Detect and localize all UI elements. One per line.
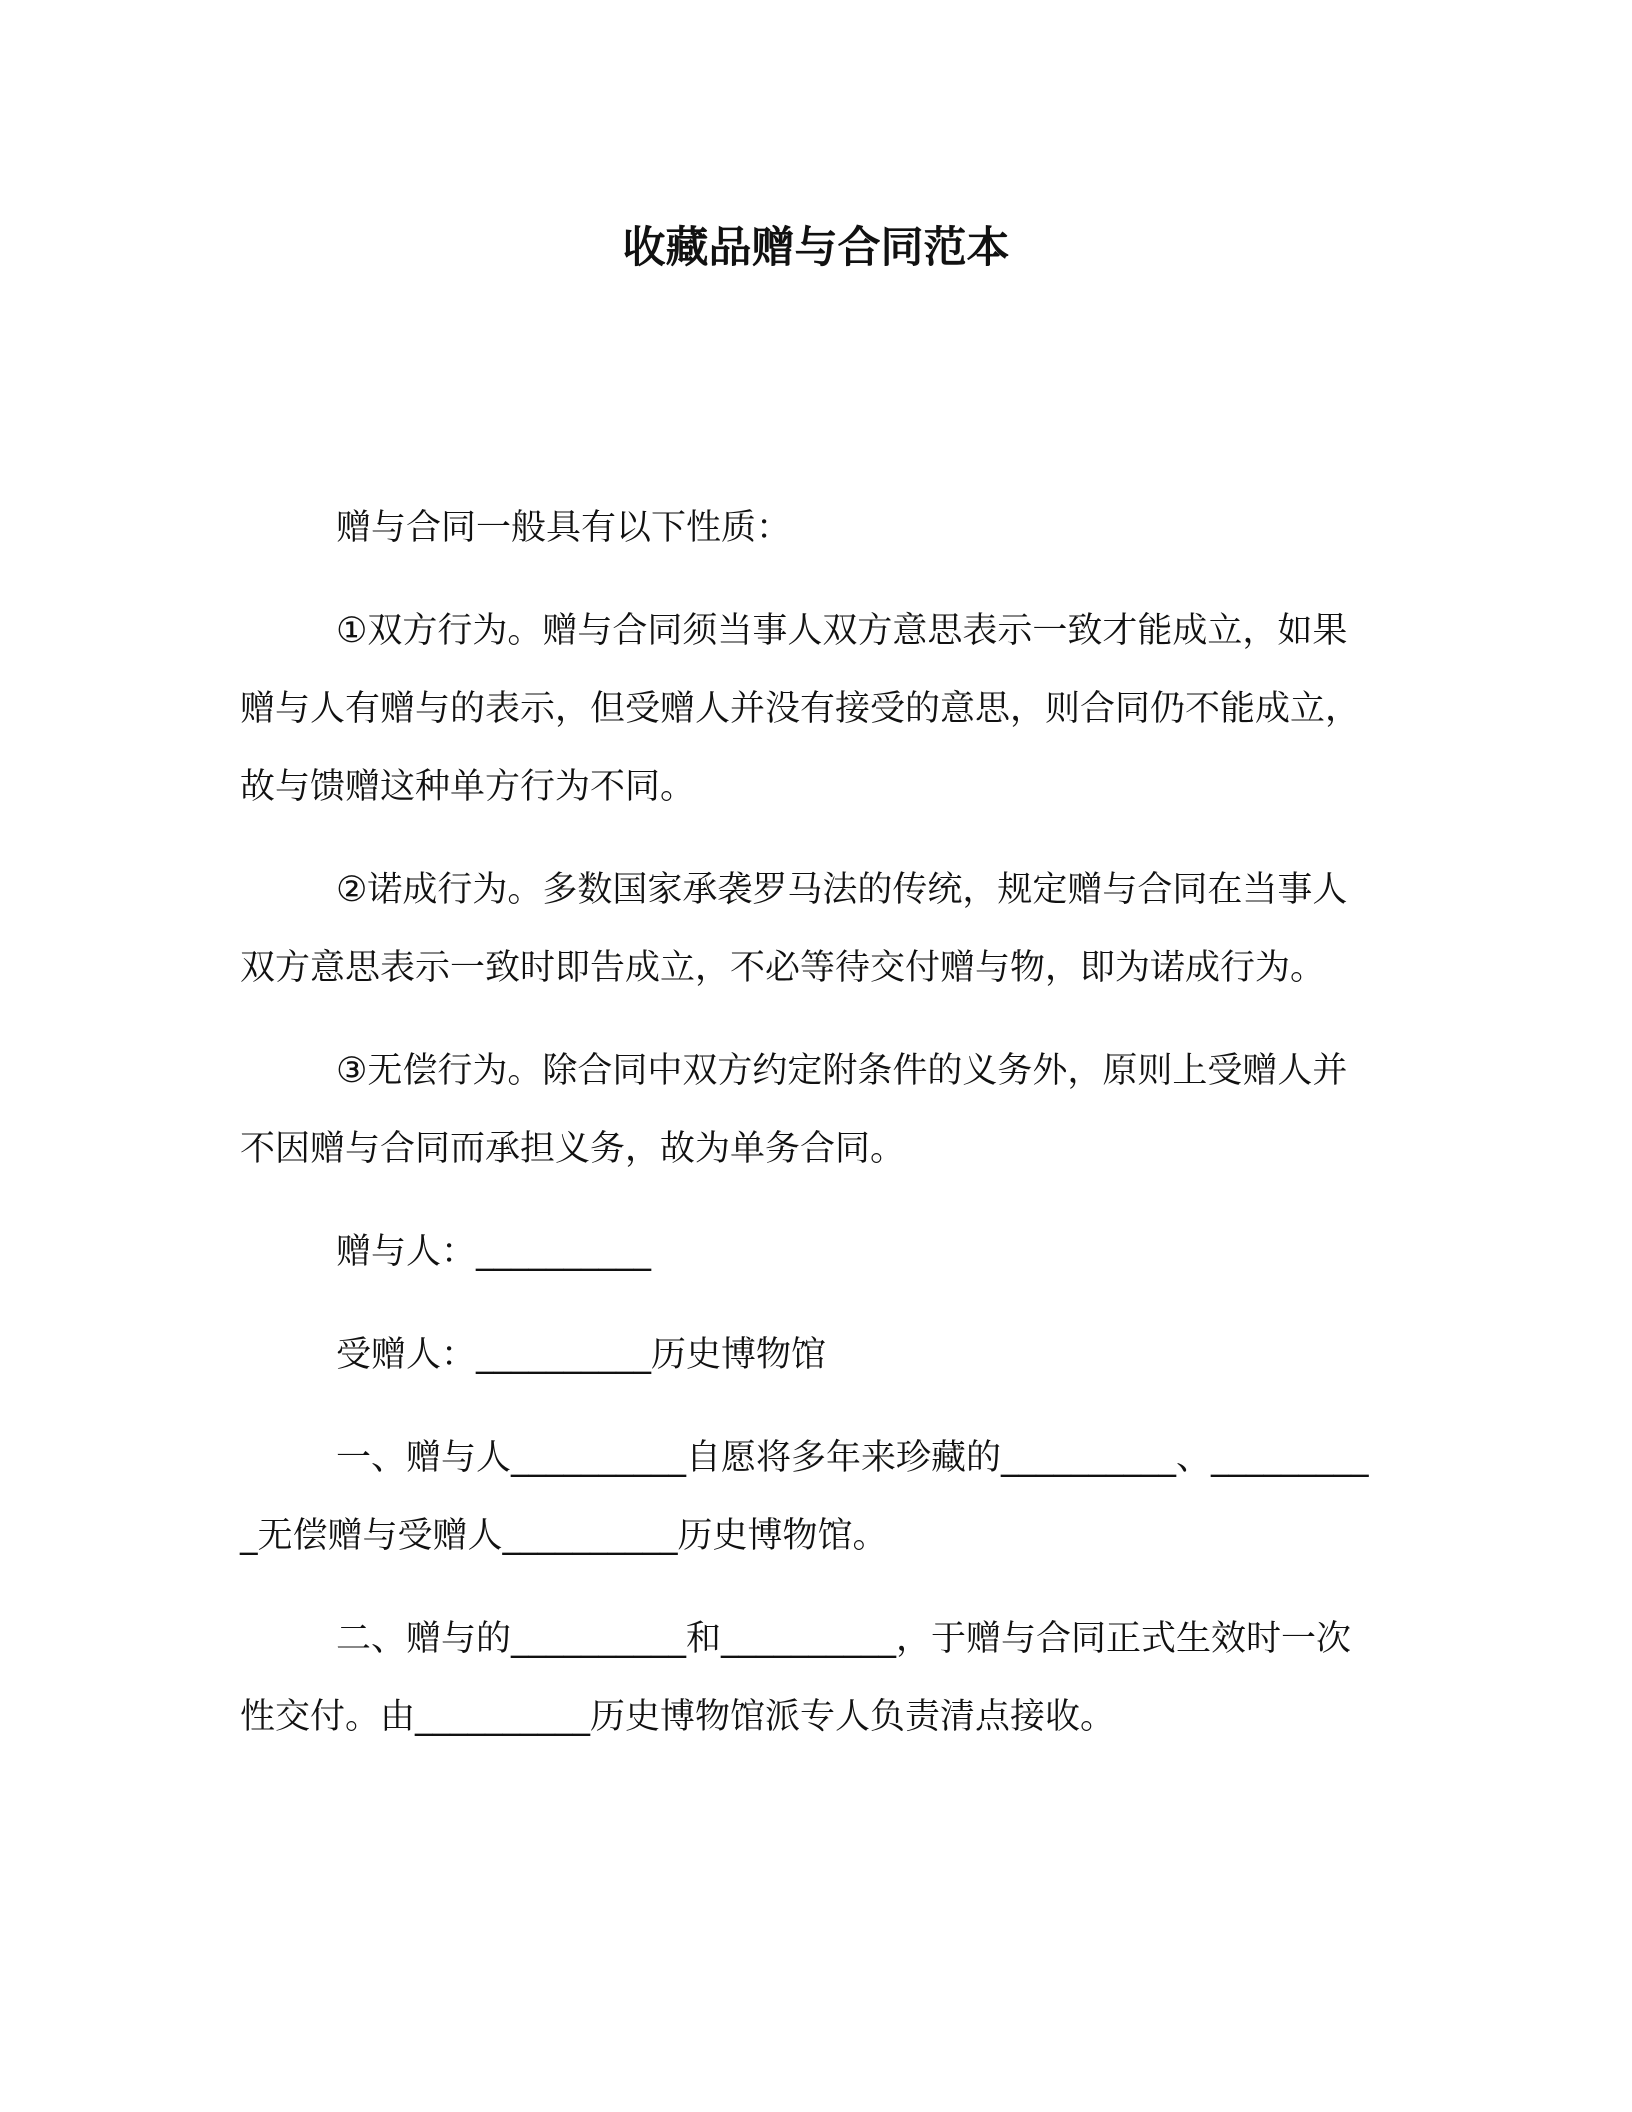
paragraph-nature-intro: 赠与合同一般具有以下性质： [336,508,792,548]
paragraph-gratuitous-act: ③无偿行为。除合同中双方约定附条件的义务外，原则上受赠人并不因赠与合同而承担义务，故为单务合同。 [240,1051,1348,1169]
clause-two: 二、赠与的__________和__________，于赠与合同正式生效时一次性交付。由__________历史博物馆派专人负责清点接收。 [240,1619,1352,1737]
donor-field: 赠与人：__________ [336,1232,652,1272]
document-body [240,489,1380,1781]
paragraph-bilateral-act: ①双方行为。赠与合同须当事人双方意思表示一致才能成立，如果赠与人有赠与的表示，但受赠人并没有接受的意思，则合同仍不能成立，故与馈赠这种单方行为不同。 [240,611,1361,807]
paragraph-consensual-act: ②诺成行为。多数国家承袭罗马法的传统，规定赠与合同在当事人双方意思表示一致时即告成立，不必等待交付赠与物，即为诺成行为。 [240,870,1348,988]
clause-one: 一、赠与人__________自愿将多年来珍藏的__________、__________无偿赠与受赠人__________历史博物馆。 [240,1438,1369,1556]
donee-field: 受赠人：__________历史博物馆 [336,1335,827,1375]
document-title: 收藏品赠与合同范本 [622,223,1010,273]
